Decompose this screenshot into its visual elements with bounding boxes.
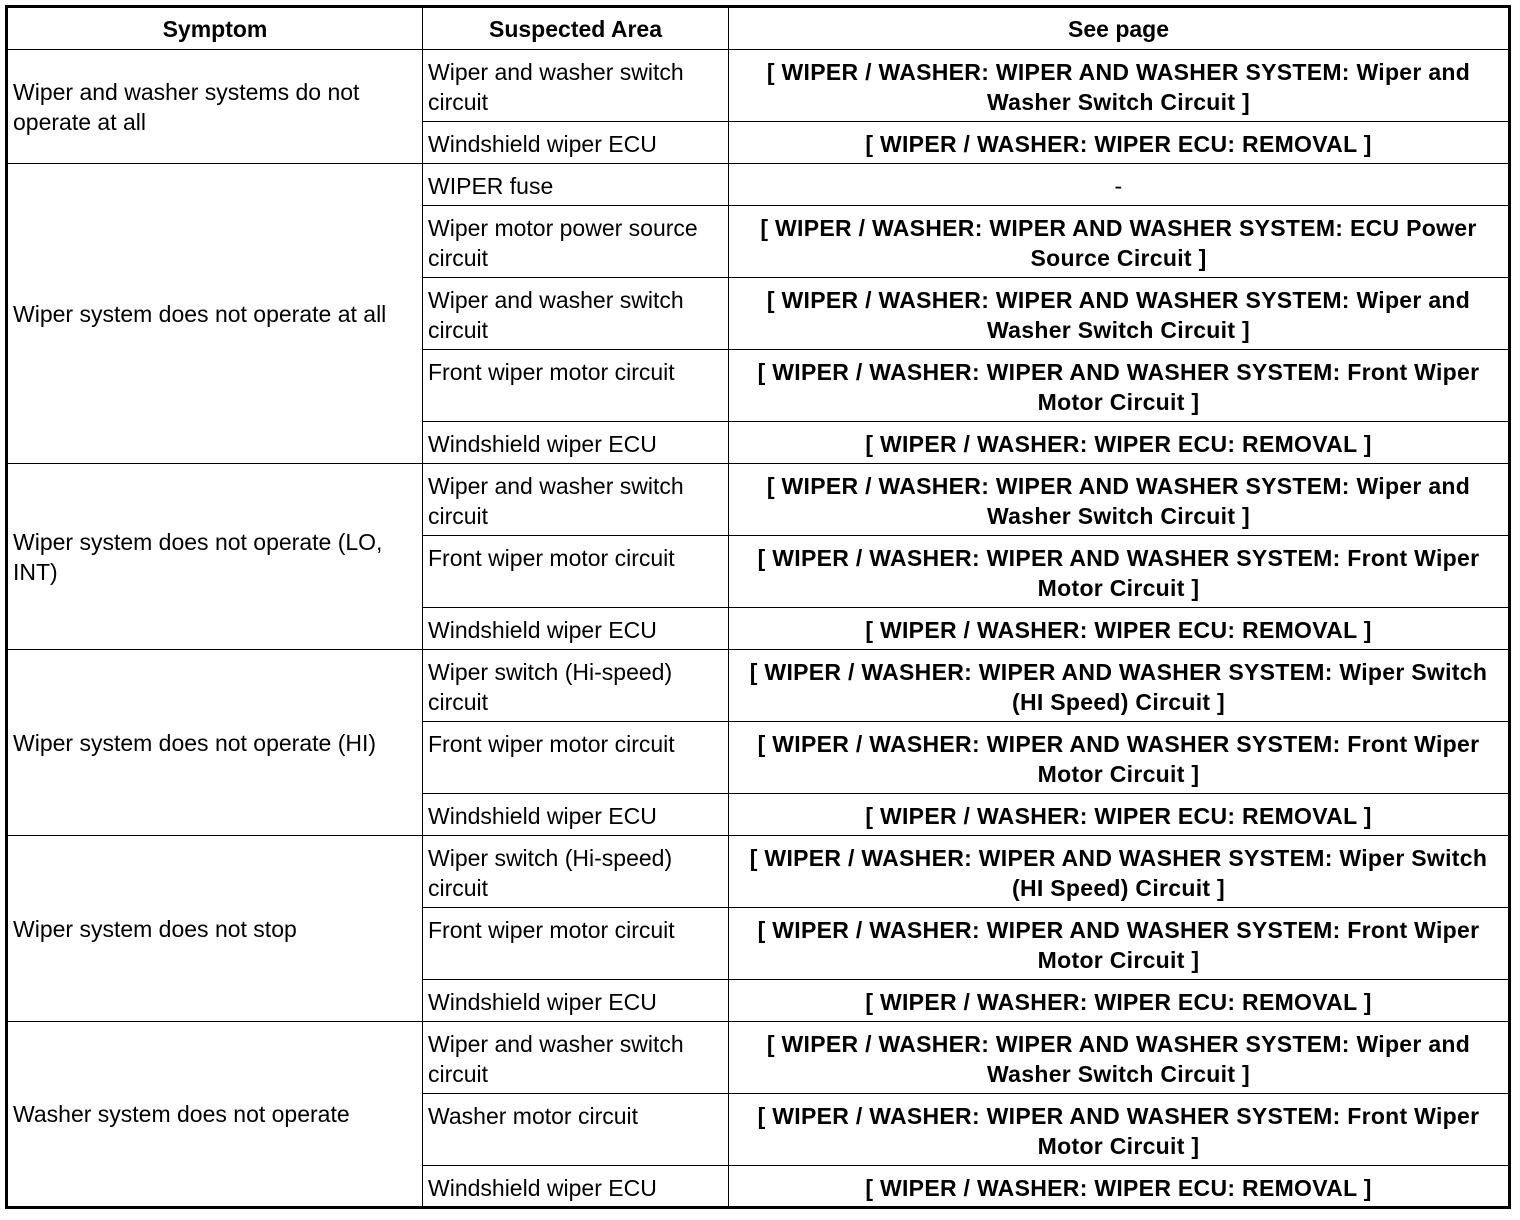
suspected-area-cell: Windshield wiper ECU <box>423 608 729 650</box>
suspected-area-cell: Front wiper motor circuit <box>423 350 729 422</box>
symptom-cell: Wiper system does not operate (LO, INT) <box>7 464 423 650</box>
suspected-area-cell: Front wiper motor circuit <box>423 536 729 608</box>
see-page-link[interactable]: [ WIPER / WASHER: WIPER AND WASHER SYSTEM: Front Wiper Motor Circuit ] <box>729 350 1510 422</box>
see-page-link[interactable]: [ WIPER / WASHER: WIPER AND WASHER SYSTEM: Wiper and Washer Switch Circuit ] <box>729 278 1510 350</box>
symptom-cell: Wiper system does not operate at all <box>7 164 423 464</box>
table-row <box>7 650 1510 722</box>
suspected-area-cell: Wiper and washer switch circuit <box>423 1022 729 1094</box>
see-page-link[interactable]: [ WIPER / WASHER: WIPER AND WASHER SYSTEM: Wiper and Washer Switch Circuit ] <box>729 1022 1510 1094</box>
see-page-link[interactable]: [ WIPER / WASHER: WIPER AND WASHER SYSTEM: Wiper and Washer Switch Circuit ] <box>729 50 1510 122</box>
suspected-area-cell: Windshield wiper ECU <box>423 1166 729 1208</box>
table-row <box>7 164 1510 206</box>
see-page-link[interactable]: [ WIPER / WASHER: WIPER AND WASHER SYSTEM: Wiper Switch (HI Speed) Circuit ] <box>729 650 1510 722</box>
suspected-area-cell: WIPER fuse <box>423 164 729 206</box>
symptom-cell: Wiper and washer systems do not operate at all <box>7 50 423 164</box>
table-row <box>7 50 1510 122</box>
suspected-area-cell: Front wiper motor circuit <box>423 908 729 980</box>
header-see-page: See page <box>729 7 1510 50</box>
see-page-link[interactable]: [ WIPER / WASHER: WIPER AND WASHER SYSTEM: Front Wiper Motor Circuit ] <box>729 908 1510 980</box>
suspected-area-cell: Windshield wiper ECU <box>423 422 729 464</box>
see-page-link[interactable]: [ WIPER / WASHER: WIPER ECU: REMOVAL ] <box>729 608 1510 650</box>
suspected-area-cell: Windshield wiper ECU <box>423 980 729 1022</box>
table-row <box>7 836 1510 908</box>
symptom-cell: Wiper system does not operate (HI) <box>7 650 423 836</box>
header-suspected-area: Suspected Area <box>423 7 729 50</box>
suspected-area-cell: Wiper and washer switch circuit <box>423 278 729 350</box>
suspected-area-cell: Wiper motor power source circuit <box>423 206 729 278</box>
see-page-link[interactable]: [ WIPER / WASHER: WIPER ECU: REMOVAL ] <box>729 422 1510 464</box>
suspected-area-cell: Windshield wiper ECU <box>423 794 729 836</box>
suspected-area-cell: Windshield wiper ECU <box>423 122 729 164</box>
suspected-area-cell: Wiper and washer switch circuit <box>423 464 729 536</box>
see-page-link[interactable]: [ WIPER / WASHER: WIPER ECU: REMOVAL ] <box>729 794 1510 836</box>
suspected-area-cell: Wiper and washer switch circuit <box>423 50 729 122</box>
suspected-area-cell: Wiper switch (Hi-speed) circuit <box>423 650 729 722</box>
symptom-cell: Washer system does not operate <box>7 1022 423 1208</box>
troubleshooting-table <box>5 5 1511 1209</box>
see-page-link[interactable]: [ WIPER / WASHER: WIPER AND WASHER SYSTEM: ECU Power Source Circuit ] <box>729 206 1510 278</box>
see-page-link[interactable]: [ WIPER / WASHER: WIPER ECU: REMOVAL ] <box>729 1166 1510 1208</box>
see-page-link[interactable]: [ WIPER / WASHER: WIPER AND WASHER SYSTEM: Front Wiper Motor Circuit ] <box>729 536 1510 608</box>
header-symptom: Symptom <box>7 7 423 50</box>
see-page-link[interactable]: [ WIPER / WASHER: WIPER AND WASHER SYSTEM: Front Wiper Motor Circuit ] <box>729 722 1510 794</box>
see-page-link[interactable]: [ WIPER / WASHER: WIPER AND WASHER SYSTEM: Wiper and Washer Switch Circuit ] <box>729 464 1510 536</box>
see-page-link[interactable]: [ WIPER / WASHER: WIPER AND WASHER SYSTEM: Front Wiper Motor Circuit ] <box>729 1094 1510 1166</box>
table-row <box>7 464 1510 536</box>
see-page-link[interactable]: [ WIPER / WASHER: WIPER AND WASHER SYSTEM: Wiper Switch (HI Speed) Circuit ] <box>729 836 1510 908</box>
symptom-cell: Wiper system does not stop <box>7 836 423 1022</box>
suspected-area-cell: Front wiper motor circuit <box>423 722 729 794</box>
suspected-area-cell: Washer motor circuit <box>423 1094 729 1166</box>
see-page-link[interactable]: [ WIPER / WASHER: WIPER ECU: REMOVAL ] <box>729 122 1510 164</box>
see-page-dash: - <box>729 164 1510 206</box>
table-row <box>7 1022 1510 1094</box>
suspected-area-cell: Wiper switch (Hi-speed) circuit <box>423 836 729 908</box>
header-row <box>7 7 1510 50</box>
see-page-link[interactable]: [ WIPER / WASHER: WIPER ECU: REMOVAL ] <box>729 980 1510 1022</box>
